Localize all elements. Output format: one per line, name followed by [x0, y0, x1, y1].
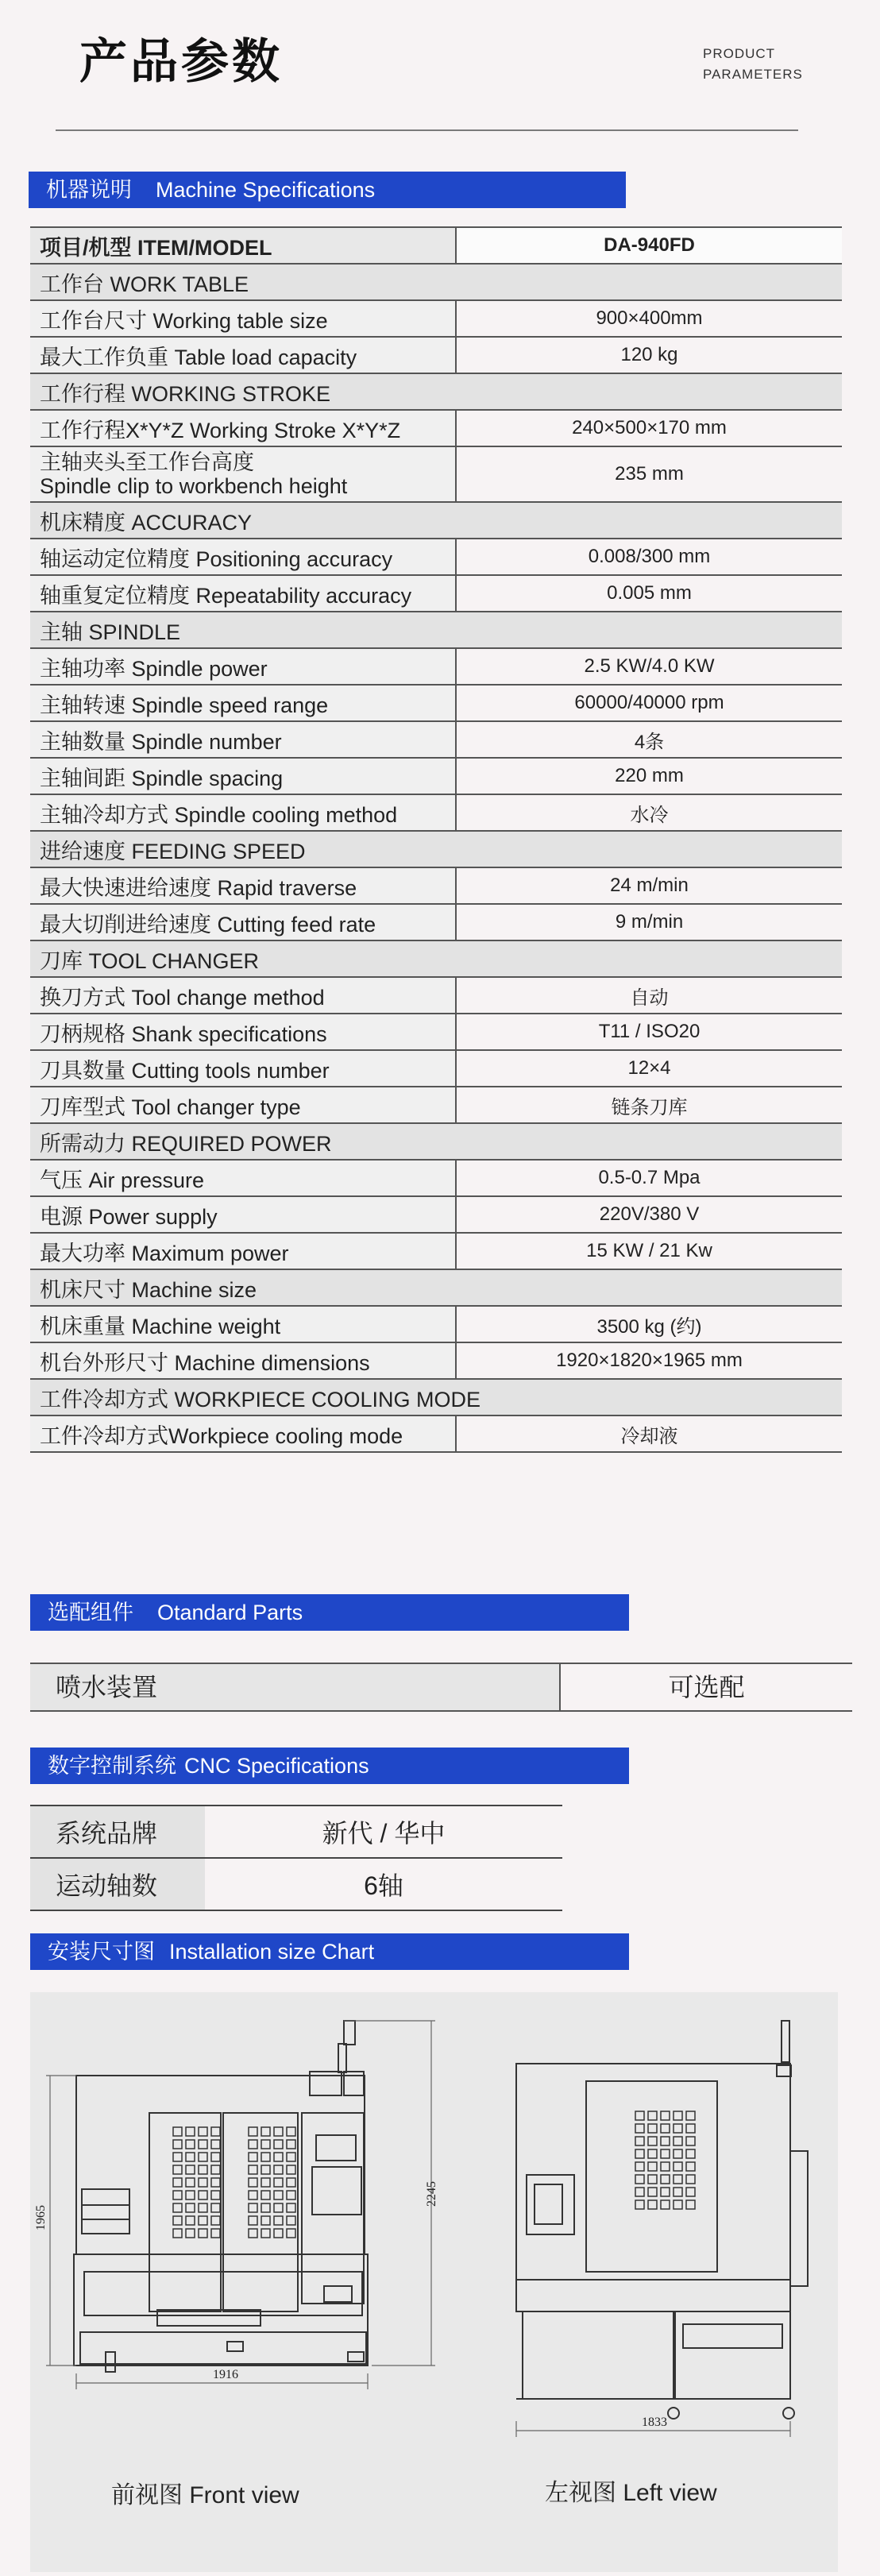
- section-row: [30, 1123, 842, 1160]
- table-row: [30, 1014, 842, 1050]
- spec-value: 235 mm: [456, 446, 842, 502]
- spec-label-text: 机床精度 ACCURACY: [40, 510, 253, 535]
- page-subtitle: [703, 44, 803, 85]
- front-keypad-cell: [274, 2127, 283, 2136]
- spec-label-text: 最大快速进给速度 Rapid traverse: [40, 875, 357, 900]
- front-keypad-cell: [186, 2178, 195, 2187]
- front-keypad-cell: [211, 2127, 220, 2136]
- front-keypad-cell: [287, 2153, 295, 2161]
- spec-label-text: 电源 Power supply: [40, 1204, 218, 1229]
- cnc-value: 新代 / 华中: [205, 1806, 562, 1858]
- header-value: DA-940FD: [456, 227, 842, 264]
- spec-label: [30, 648, 456, 685]
- front-keypad-cell: [173, 2203, 182, 2212]
- side-keypad-cell: [686, 2137, 695, 2145]
- banner-cn: 选配组件: [48, 1601, 133, 1624]
- spec-label-text: 主轴夹头至工作台高度: [40, 450, 254, 474]
- front-keypad-cell: [186, 2165, 195, 2174]
- front-keypad-cell: [173, 2153, 182, 2161]
- spec-label-text: 刀库 TOOL CHANGER: [40, 948, 260, 973]
- section-label: [30, 1269, 842, 1306]
- table-row: [30, 337, 842, 373]
- spec-label: [30, 1233, 456, 1269]
- front-keypad-cell: [211, 2203, 220, 2212]
- spec-label-text: 气压 Air pressure: [40, 1168, 205, 1192]
- banner-en: Otandard Parts: [157, 1601, 303, 1624]
- front-keypad-cell: [261, 2165, 270, 2174]
- front-keypad-cell: [274, 2216, 283, 2225]
- section-row: [30, 502, 842, 539]
- table-row: [30, 1233, 842, 1269]
- spec-label: [30, 794, 456, 831]
- table-row: [30, 1415, 842, 1452]
- spec-label: [30, 1306, 456, 1342]
- spec-label-text-2: Spindle clip to workbench height: [40, 474, 348, 498]
- dim-front-width: 1916: [213, 2368, 238, 2381]
- spec-value: 链条刀库: [456, 1087, 842, 1123]
- spec-label-text: 所需动力 REQUIRED POWER: [40, 1131, 332, 1156]
- front-keypad-cell: [211, 2140, 220, 2149]
- spec-label-text: 最大切削进给速度 Cutting feed rate: [40, 912, 376, 937]
- spec-value: 0.5-0.7 Mpa: [456, 1160, 842, 1196]
- part-name: 喷水装置: [30, 1664, 561, 1710]
- front-keypad-cell: [249, 2178, 257, 2187]
- spec-label-text: 主轴转速 Spindle speed range: [40, 693, 329, 717]
- table-row: [30, 410, 842, 446]
- front-keypad-cell: [199, 2153, 207, 2161]
- front-keypad-cell: [199, 2216, 207, 2225]
- keypad-grids: [173, 2111, 695, 2238]
- front-view-caption: 前视图 Front view: [111, 2482, 299, 2508]
- section-row: [30, 940, 842, 977]
- table-row: [30, 648, 842, 685]
- table-row: [30, 1342, 842, 1379]
- front-keypad-cell: [249, 2229, 257, 2238]
- installation-drawing: [30, 1992, 838, 2572]
- spec-label-text: 换刀方式 Tool change method: [40, 985, 325, 1010]
- subtitle-line-1: PRODUCT: [703, 46, 776, 61]
- banner-cn: 安装尺寸图: [48, 1940, 155, 1964]
- side-keypad-cell: [674, 2162, 682, 2171]
- side-keypad-cell: [674, 2188, 682, 2196]
- side-keypad-cell: [635, 2124, 644, 2133]
- spec-label-text: 主轴间距 Spindle spacing: [40, 766, 284, 790]
- spec-label-text: 最大工作负重 Table load capacity: [40, 345, 357, 369]
- spec-label-text: 主轴数量 Spindle number: [40, 729, 282, 754]
- front-keypad-cell: [287, 2216, 295, 2225]
- table-row: [30, 904, 842, 940]
- banner-en: Installation size Chart: [169, 1940, 375, 1964]
- front-keypad-cell: [261, 2216, 270, 2225]
- front-keypad-cell: [287, 2165, 295, 2174]
- cnc-value: 6轴: [205, 1858, 562, 1910]
- spec-label: [30, 721, 456, 758]
- front-keypad-cell: [274, 2203, 283, 2212]
- front-keypad-cell: [249, 2140, 257, 2149]
- front-keypad-cell: [287, 2178, 295, 2187]
- front-keypad-cell: [274, 2153, 283, 2161]
- side-keypad-cell: [635, 2200, 644, 2209]
- spec-label-text: 主轴功率 Spindle power: [40, 656, 268, 681]
- front-keypad-cell: [261, 2178, 270, 2187]
- section-label: [30, 940, 842, 977]
- spec-label: [30, 1342, 456, 1379]
- page-header: [0, 0, 880, 135]
- section-row: [30, 373, 842, 410]
- spec-label: [30, 1087, 456, 1123]
- spec-label-text: 刀库型式 Tool changer type: [40, 1095, 301, 1119]
- spec-value: 9 m/min: [456, 904, 842, 940]
- front-keypad-cell: [261, 2153, 270, 2161]
- front-keypad-cell: [173, 2127, 182, 2136]
- front-keypad-cell: [274, 2191, 283, 2199]
- spec-value: 15 KW / 21 Kw: [456, 1233, 842, 1269]
- front-keypad-cell: [173, 2140, 182, 2149]
- spec-label-text: 最大功率 Maximum power: [40, 1241, 289, 1265]
- section-row: [30, 831, 842, 867]
- section-row: [30, 1269, 842, 1306]
- front-keypad-cell: [274, 2229, 283, 2238]
- side-keypad-cell: [686, 2188, 695, 2196]
- side-keypad-cell: [661, 2124, 670, 2133]
- front-keypad-cell: [274, 2165, 283, 2174]
- spec-label: [30, 1014, 456, 1050]
- spec-label: [30, 977, 456, 1014]
- side-keypad-cell: [674, 2111, 682, 2120]
- front-keypad-cell: [274, 2140, 283, 2149]
- front-keypad-cell: [186, 2229, 195, 2238]
- spec-value: 水冷: [456, 794, 842, 831]
- front-keypad-cell: [173, 2191, 182, 2199]
- table-row: [30, 867, 842, 904]
- side-keypad-cell: [674, 2149, 682, 2158]
- section-label: [30, 373, 842, 410]
- side-keypad-cell: [661, 2188, 670, 2196]
- table-header-row: [30, 227, 842, 264]
- spec-label-text: 主轴冷却方式 Spindle cooling method: [40, 802, 398, 827]
- banner-cn: 机器说明: [46, 178, 132, 202]
- front-keypad-cell: [249, 2153, 257, 2161]
- spec-label-text: 工件冷却方式Workpiece cooling mode: [40, 1423, 403, 1448]
- front-keypad-cell: [173, 2216, 182, 2225]
- side-keypad-cell: [686, 2175, 695, 2184]
- side-keypad-cell: [648, 2137, 657, 2145]
- front-keypad-cell: [186, 2216, 195, 2225]
- side-keypad-cell: [648, 2175, 657, 2184]
- spec-value: 120 kg: [456, 337, 842, 373]
- standard-parts-banner: [30, 1594, 629, 1631]
- spec-value: 0.008/300 mm: [456, 539, 842, 575]
- side-keypad-cell: [648, 2200, 657, 2209]
- front-keypad-cell: [211, 2216, 220, 2225]
- front-keypad-cell: [287, 2229, 295, 2238]
- spec-value: 4条: [456, 721, 842, 758]
- spec-label-text: 轴运动定位精度 Positioning accuracy: [40, 546, 393, 571]
- page-title: 产品参数: [79, 35, 283, 88]
- spec-label-text: 工作台 WORK TABLE: [40, 272, 249, 296]
- section-label: [30, 1123, 842, 1160]
- table-row: [30, 1160, 842, 1196]
- table-row: [30, 794, 842, 831]
- table-row: [30, 758, 842, 794]
- side-keypad-cell: [635, 2137, 644, 2145]
- section-row: [30, 264, 842, 300]
- side-keypad-cell: [661, 2137, 670, 2145]
- side-keypad-cell: [635, 2162, 644, 2171]
- section-row: [30, 1379, 842, 1415]
- side-body: [516, 2064, 790, 2280]
- machine-specs-table: [30, 226, 842, 1453]
- side-keypad-cell: [674, 2175, 682, 2184]
- side-keypad-cell: [635, 2175, 644, 2184]
- table-row: [30, 1050, 842, 1087]
- side-keypad-cell: [648, 2111, 657, 2120]
- table-row: [30, 977, 842, 1014]
- table-row: [30, 1858, 562, 1910]
- side-keypad-cell: [635, 2188, 644, 2196]
- front-keypad-cell: [249, 2191, 257, 2199]
- table-row: [30, 685, 842, 721]
- front-keypad-cell: [199, 2165, 207, 2174]
- spec-value: 900×400mm: [456, 300, 842, 337]
- spec-value: 220V/380 V: [456, 1196, 842, 1233]
- spec-value: 冷却液: [456, 1415, 842, 1452]
- section-row: [30, 612, 842, 648]
- spec-label-text: 机床重量 Machine weight: [40, 1314, 281, 1338]
- side-keypad-cell: [648, 2124, 657, 2133]
- section-label: [30, 831, 842, 867]
- table-row: [30, 721, 842, 758]
- section-label: [30, 502, 842, 539]
- subtitle-line-2: PARAMETERS: [703, 67, 803, 82]
- spec-value: 12×4: [456, 1050, 842, 1087]
- side-keypad-cell: [661, 2111, 670, 2120]
- spec-label-text: 机床尺寸 Machine size: [40, 1277, 257, 1302]
- header-divider: [56, 129, 798, 131]
- side-keypad-cell: [674, 2200, 682, 2209]
- side-keypad-cell: [674, 2124, 682, 2133]
- spec-value: 1920×1820×1965 mm: [456, 1342, 842, 1379]
- table-row: [30, 300, 842, 337]
- side-keypad-cell: [686, 2111, 695, 2120]
- dim-front-height: 1965: [34, 2205, 48, 2230]
- spec-value: 220 mm: [456, 758, 842, 794]
- spec-label-text: 机台外形尺寸 Machine dimensions: [40, 1350, 370, 1375]
- front-keypad-cell: [199, 2178, 207, 2187]
- front-keypad-cell: [249, 2216, 257, 2225]
- spec-label: [30, 446, 456, 502]
- spec-label-text: 工作行程X*Y*Z Working Stroke X*Y*Z: [40, 418, 401, 442]
- front-keypad-cell: [261, 2203, 270, 2212]
- side-keypad-cell: [686, 2124, 695, 2133]
- spec-label: [30, 758, 456, 794]
- side-keypad-cell: [661, 2162, 670, 2171]
- front-keypad-cell: [211, 2191, 220, 2199]
- spec-label-text: 进给速度 FEEDING SPEED: [40, 839, 306, 863]
- banner-en: CNC Specifications: [184, 1754, 369, 1778]
- table-row: [30, 575, 842, 612]
- front-keypad-cell: [261, 2127, 270, 2136]
- section-label: [30, 264, 842, 300]
- spec-label: [30, 685, 456, 721]
- spec-label: [30, 539, 456, 575]
- spec-value: 0.005 mm: [456, 575, 842, 612]
- front-keypad-cell: [173, 2165, 182, 2174]
- front-keypad-cell: [261, 2191, 270, 2199]
- spec-label: [30, 575, 456, 612]
- front-keypad-cell: [249, 2165, 257, 2174]
- spec-label: [30, 1415, 456, 1452]
- side-keypad-cell: [648, 2149, 657, 2158]
- front-keypad-cell: [287, 2191, 295, 2199]
- machine-specs-banner: [29, 172, 626, 208]
- left-view-caption: 左视图 Left view: [545, 2480, 717, 2506]
- spec-label: [30, 1050, 456, 1087]
- installation-banner: [30, 1933, 629, 1970]
- front-keypad-cell: [274, 2178, 283, 2187]
- front-keypad-cell: [287, 2203, 295, 2212]
- section-label: [30, 612, 842, 648]
- spec-label: [30, 410, 456, 446]
- cnc-label: 系统品牌: [30, 1806, 205, 1858]
- spec-label-text: 轴重复定位精度 Repeatability accuracy: [40, 583, 412, 608]
- spec-value: 自动: [456, 977, 842, 1014]
- front-keypad-cell: [186, 2153, 195, 2161]
- front-keypad-cell: [199, 2229, 207, 2238]
- banner-cn: 数字控制系统: [48, 1754, 176, 1778]
- spec-label-text: 刀具数量 Cutting tools number: [40, 1058, 330, 1083]
- table-row: [30, 446, 842, 502]
- front-keypad-cell: [211, 2165, 220, 2174]
- spec-value: 240×500×170 mm: [456, 410, 842, 446]
- spec-label: [30, 867, 456, 904]
- spec-label-text: 刀柄规格 Shank specifications: [40, 1022, 327, 1046]
- front-keypad-cell: [186, 2127, 195, 2136]
- front-keypad-cell: [186, 2191, 195, 2199]
- spec-value: 2.5 KW/4.0 KW: [456, 648, 842, 685]
- side-keypad-cell: [686, 2200, 695, 2209]
- spec-label: [30, 300, 456, 337]
- banner-en: Machine Specifications: [156, 178, 376, 202]
- front-keypad-cell: [199, 2203, 207, 2212]
- dim-side-width: 1833: [642, 2416, 667, 2429]
- spec-label-text: 工件冷却方式 WORKPIECE COOLING MODE: [40, 1387, 481, 1412]
- front-keypad-cell: [199, 2191, 207, 2199]
- spec-label-text: 工作行程 WORKING STROKE: [40, 381, 331, 406]
- dim-total-height: 2245: [425, 2181, 438, 2207]
- spec-label: [30, 904, 456, 940]
- spec-label-text: 主轴 SPINDLE: [40, 620, 181, 644]
- side-keypad-cell: [686, 2149, 695, 2158]
- table-row: [30, 539, 842, 575]
- side-keypad-cell: [648, 2162, 657, 2171]
- front-keypad-cell: [261, 2140, 270, 2149]
- front-keypad-cell: [211, 2153, 220, 2161]
- front-keypad-cell: [211, 2229, 220, 2238]
- front-keypad-cell: [186, 2203, 195, 2212]
- front-keypad-cell: [287, 2140, 295, 2149]
- header-label: 项目/机型 ITEM/MODEL: [30, 227, 456, 264]
- cnc-table: [30, 1805, 562, 1911]
- table-row: [30, 1806, 562, 1858]
- part-value: 可选配: [561, 1664, 852, 1710]
- front-keypad-cell: [199, 2127, 207, 2136]
- front-keypad-cell: [211, 2178, 220, 2187]
- standard-parts-row: [30, 1663, 852, 1712]
- side-keypad-cell: [661, 2149, 670, 2158]
- side-keypad-cell: [648, 2188, 657, 2196]
- side-keypad-cell: [674, 2137, 682, 2145]
- spec-value: 60000/40000 rpm: [456, 685, 842, 721]
- front-keypad-cell: [199, 2140, 207, 2149]
- spec-label: [30, 337, 456, 373]
- spec-value: 3500 kg (约): [456, 1306, 842, 1342]
- side-keypad-cell: [635, 2149, 644, 2158]
- table-row: [30, 1087, 842, 1123]
- front-keypad-cell: [287, 2127, 295, 2136]
- front-keypad-cell: [249, 2127, 257, 2136]
- side-keypad-cell: [686, 2162, 695, 2171]
- front-keypad-cell: [173, 2229, 182, 2238]
- spec-value: T11 / ISO20: [456, 1014, 842, 1050]
- spec-value: 24 m/min: [456, 867, 842, 904]
- front-keypad-cell: [173, 2178, 182, 2187]
- side-keypad-cell: [661, 2175, 670, 2184]
- table-row: [30, 1196, 842, 1233]
- side-keypad-cell: [635, 2111, 644, 2120]
- cnc-label: 运动轴数: [30, 1858, 205, 1910]
- spec-label: [30, 1160, 456, 1196]
- front-keypad-cell: [261, 2229, 270, 2238]
- spec-label-text: 工作台尺寸 Working table size: [40, 308, 328, 333]
- spec-label: [30, 1196, 456, 1233]
- side-keypad-cell: [661, 2200, 670, 2209]
- front-keypad-cell: [249, 2203, 257, 2212]
- cnc-banner: [30, 1748, 629, 1784]
- front-keypad-cell: [186, 2140, 195, 2149]
- section-label: [30, 1379, 842, 1415]
- table-row: [30, 1306, 842, 1342]
